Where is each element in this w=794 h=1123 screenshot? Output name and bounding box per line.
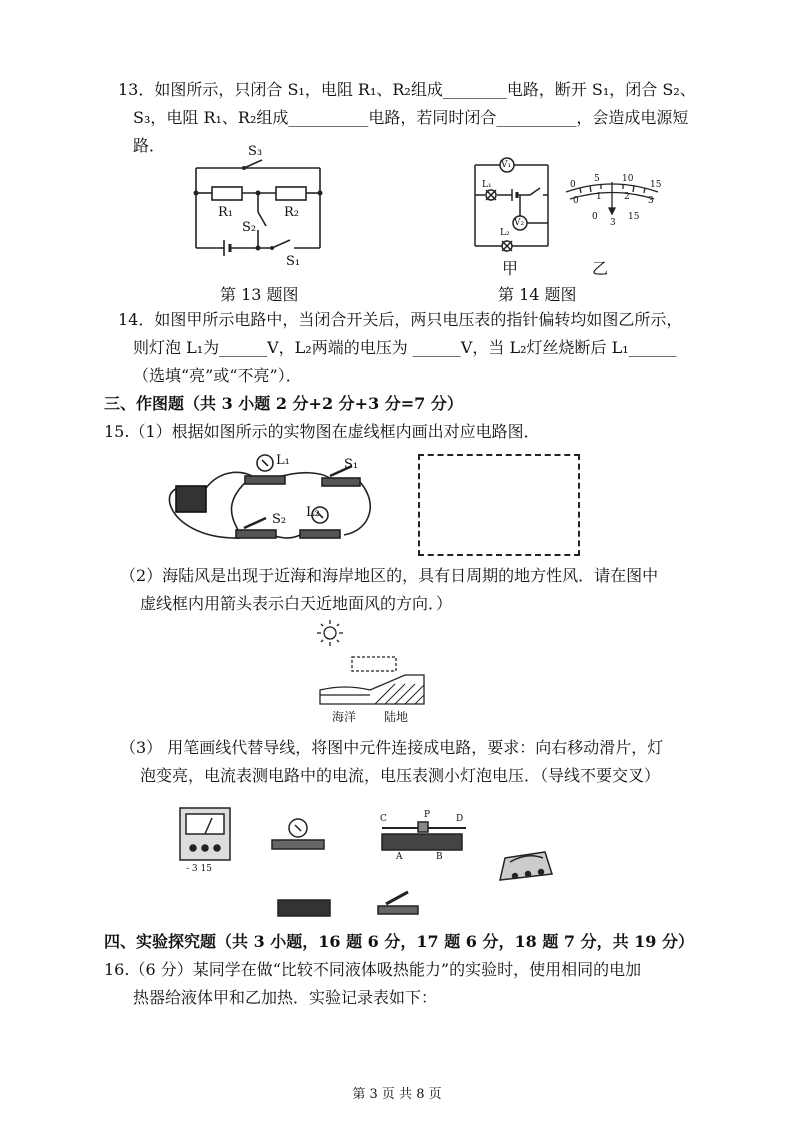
q14-line3: （选填“亮”或“不亮”）． — [133, 366, 302, 385]
q14-terminal-0: 0 — [592, 212, 598, 222]
q16-line1: 16.（6 分）某同学在做“比较不同液体吸热能力”的实验时，使用相同的电加 — [104, 960, 642, 979]
q15-3-line2: 泡变亮，电流表测电路中的电流，电压表测小灯泡电压．（导线不要交叉） — [140, 766, 661, 785]
rheostat-p-label: P — [424, 810, 431, 820]
q14-caption: 第 14 题图 — [498, 285, 577, 304]
q14-label-jia: 甲 — [502, 259, 519, 278]
q15-3-line1: （3） 用笔画线代替导线，将图中元件连接成电路，要求：向右移动滑片，灯 — [120, 738, 664, 757]
q14-terminal-15: 15 — [628, 212, 640, 222]
q15-l2-label: L₂ — [306, 505, 320, 520]
q14-v1-label: V₁ — [501, 160, 512, 170]
q13-caption: 第 13 题图 — [220, 285, 299, 304]
q13-line2: S₃，电阻 R₁、R₂组成__________电路，若同时闭合__________，会造成电源短 — [133, 108, 689, 127]
q13-r1-label: R₁ — [218, 205, 233, 220]
q14-scale-top-5: 5 — [594, 174, 600, 184]
q14-scale-bottom-1: 1 — [596, 192, 602, 202]
q14-line1: 14．如图甲所示电路中，当闭合开关后，两只电压表的指针偏转均如图乙所示， — [118, 310, 683, 329]
q13-line1: 13．如图所示，只闭合 S₁，电阻 R₁、R₂组成________电路，断开 S₁，闭合 S₂、 — [118, 80, 696, 99]
q14-scale-bottom-0: 0 — [573, 196, 579, 206]
q14-v2-label: V₂ — [514, 218, 525, 228]
q14-terminal-3: 3 — [610, 218, 616, 228]
rheostat-c-label: C — [380, 814, 387, 824]
q15-s2-label: S₂ — [272, 512, 287, 527]
q15-2-line1: （2）海陆风是出现于近海和海岸地区的，具有日周期的地方性风．请在图中 — [120, 566, 659, 585]
section-4-title: 四、实验探究题（共 3 小题，16 题 6 分，17 题 6 分，18 题 7 分，共 19 分） — [104, 932, 695, 951]
q14-line2: 则灯泡 L₁为______V，L₂两端的电压为 ______V，当 L₂灯丝烧断后 L₁______ — [133, 338, 677, 357]
q15-1-answer-box — [418, 454, 580, 556]
q13-s1-label: S₁ — [286, 254, 301, 269]
q16-line2: 热器给液体甲和乙加热．实验记录表如下： — [133, 988, 438, 1007]
q14-scale-top-10: 10 — [622, 174, 634, 184]
q14-scale-bottom-2: 2 — [624, 192, 630, 202]
q15-l1-label: L₁ — [276, 453, 290, 468]
q14-l2-label: L₂ — [500, 228, 510, 238]
voltmeter-terminals: - 3 15 — [186, 864, 212, 874]
q15-s1-label: S₁ — [344, 457, 359, 472]
q14-scale-top-15: 15 — [650, 180, 662, 190]
page-footer: 第 3 页 共 8 页 — [352, 1087, 442, 1102]
q13-line3: 路． — [133, 136, 166, 155]
q13-r2-label: R₂ — [284, 205, 299, 220]
q15-1-text: 15.（1）根据如图所示的实物图在虚线框内画出对应电路图． — [104, 422, 540, 441]
q15-2-line2: 虚线框内用箭头表示白天近地面风的方向．） — [140, 594, 453, 613]
land-label: 陆地 — [384, 710, 409, 724]
q14-scale-bottom-3: 3 — [648, 196, 654, 206]
q14-scale-top-0: 0 — [570, 180, 576, 190]
rheostat-d-label: D — [456, 814, 464, 824]
sea-label: 海洋 — [332, 710, 357, 724]
rheostat-b-label: B — [436, 852, 443, 862]
section-3-title: 三、作图题（共 3 小题 2 分+2 分+3 分=7 分） — [104, 394, 463, 413]
rheostat-a-label: A — [396, 852, 403, 862]
q14-label-yi: 乙 — [592, 259, 609, 278]
q13-s3-label: S₃ — [248, 144, 263, 159]
q13-s2-label: S₂ — [242, 220, 257, 235]
q14-l1-label: L₁ — [482, 180, 492, 190]
